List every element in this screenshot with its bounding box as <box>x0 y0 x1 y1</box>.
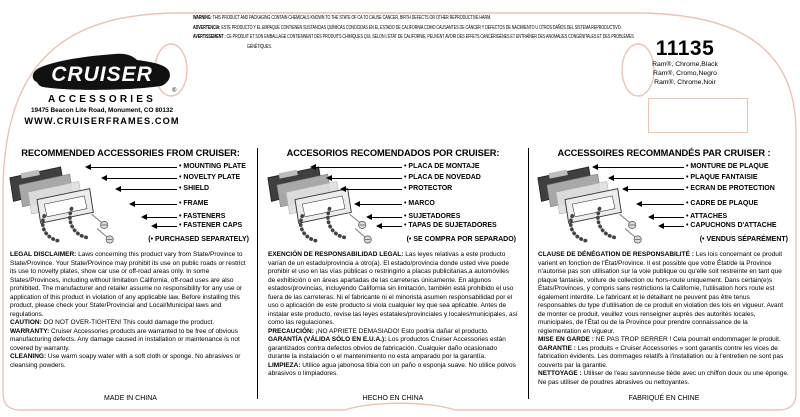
warning-text: THIS PRODUCT AND PACKAGING CONTAIN CHEMICALS KNOWN TO THE STATE OF CA TO CAUSE CANCER, BIRTH DEFECTS OR OTHER REPRODUCTIVE HARM. <box>212 15 492 21</box>
arrow-line <box>316 167 402 168</box>
legal-section <box>538 370 790 387</box>
legal-section <box>268 251 518 328</box>
purchased-note: (• SE COMPRA POR SEPARADO) <box>406 236 516 243</box>
arrow-line <box>614 178 684 179</box>
part-label: • PLACA DE MONTAJE <box>404 163 480 170</box>
product-variant: Ram®, Cromo,Negro <box>653 70 717 77</box>
legal-section-label: LIMPIEZA: <box>268 361 301 369</box>
legal-section-label: CAUTION: <box>10 319 42 326</box>
legal-section-text: Utilice agua jabonosa tibia con un paño o esponja suave. No utilice polvos abrasivos o limpiadores. <box>268 361 516 377</box>
part-label-row <box>151 222 251 230</box>
warning-label: AVERTISSEMENT : <box>193 34 226 40</box>
brand-subname: ACCESSORIES <box>48 94 156 105</box>
legal-section <box>268 362 518 379</box>
arrow-line <box>332 178 402 179</box>
part-label-row <box>310 163 518 171</box>
legal-section-text: Los productos Cruiser Accessories están garantizados contra defectos obvios de fabricación. Cualquier daño ocasionado durante la instalación o el mantenimiento no está amparado por la garantía. <box>268 336 506 360</box>
column-header: RECOMMENDED ACCESSORIES FROM CRUISER: <box>21 148 240 158</box>
part-label-row <box>366 213 518 221</box>
legal-section-label: LEGAL DISCLAIMER: <box>10 251 77 258</box>
brand-name: CRUISER <box>51 63 153 86</box>
made-in: FABRIQUÉ EN CHINE <box>628 395 700 402</box>
legal-section-text: DO NOT OVER-TIGHTEN! This could damage the product. <box>41 319 215 326</box>
legal-section-label: CLEANING: <box>10 353 47 360</box>
arrow-line <box>107 178 177 179</box>
barcode-placeholder-box <box>648 98 748 133</box>
column-english <box>8 148 253 410</box>
part-label: • CADRE DE PLAQUE <box>686 200 759 207</box>
part-label-row <box>636 200 790 208</box>
made-in: MADE IN CHINA <box>104 395 157 402</box>
arrow-line <box>382 226 402 227</box>
warning-block <box>193 14 639 52</box>
part-label: • MOUNTING PLATE <box>179 163 246 170</box>
part-label: • FASTENER CAPS <box>179 222 243 229</box>
product-variant: Ram®, Chrome,Black <box>652 61 718 68</box>
legal-section-text: Utiliser de l'eau savonneuse tiède avec un chiffon doux ou une éponge. Ne pas utiliser de poudres abrasives ou nettoyantes. <box>538 370 789 386</box>
arrow-line <box>147 217 177 218</box>
legal-section-text: Las leyes relativas a este producto varían de un estado/provincia a otro(a). El estado/provincia donde usted vive puede prohibir el uso en las vías públicas o restringirlo a placas publicitarias,a automóviles de exhibición o en áreas apartadas de las carreteras únicamente. En algunos estados/provincias, incluyendo California sin limitación, también está prohibido el uso fuera de las carreteras. Ni el fabricante ni el minorista asumen responsabilidad por el uso o aplicación de este producto si viola cualquier ley que sea aplicable. Antes de instalar este producto, revise las leyes estatales/provinciales y locales/municipales, así como las regulaciones. <box>268 251 518 326</box>
part-label-row <box>326 174 518 182</box>
column-french <box>536 148 792 410</box>
part-label-row <box>622 185 790 193</box>
part-label: • PLAQUE FANTAISIE <box>686 174 758 181</box>
legal-section-label: GARANTÍA (VÁLIDA SÓLO EN E.U.A.): <box>268 336 387 343</box>
legal-section-text: Use warm soapy water with a soft cloth or sponge. No abrasives or cleansing powders. <box>10 353 241 369</box>
column-divider <box>528 148 529 399</box>
part-label: • CAPUCHONS D'ATTACHE <box>686 222 777 229</box>
purchased-note: (• PURCHASED SEPARATELY) <box>148 236 249 243</box>
column-header: ACCESORIOS RECOMENDADOS POR CRUISER: <box>286 148 500 158</box>
legal-section <box>10 328 251 354</box>
part-label: • MONTURE DE PLAQUE <box>686 163 769 170</box>
arrow-line <box>654 217 684 218</box>
part-label-row <box>354 200 518 208</box>
warning-text: ESTE PRODUCTO Y EL EMPAQUE CONTIENEN SUSTANCIAS QUÍMICAS CONOCIDAS EN EL ESTADO DE CALIFORNIA COMO CAUSANTES DE CÁNCER Y DEFECTOS DE NACIMIENTO U OTROS DAÑOS DEL SISTEMA REPRODUCTIVO. <box>221 24 622 31</box>
arrow-line <box>157 226 177 227</box>
legal-section-text: Laws concerning this product vary from State/Province to State/Province. Your State/Province may prohibit its use on public roads or restrict its use to novelty plates, show car use or off-road areas only. In some States/Provinces, including without limitation California, off-road uses are also prohibited. The manufacturer and retailer assume no responsibility for any use or application of this product in violation of any applicable law. Before installing this product, please check your State/Provincial and Local/Municipal laws and regulations. <box>10 251 246 318</box>
registered-mark: ® <box>172 88 177 94</box>
arrow-line <box>135 204 177 205</box>
arrow-line <box>372 217 402 218</box>
part-label-row <box>592 163 790 171</box>
legal-section-text: Les produits « Cruiser Accessories » sont garantis contre les vices de fabrication évidents. Les dommages relatifs à l'installation ou à l'entretien ne sont pas couverts par la garantie. <box>538 344 784 369</box>
arrow-line <box>360 204 402 205</box>
part-label-row <box>376 222 518 230</box>
product-block <box>628 38 742 87</box>
legal-section-text: NE PAS TROP SERRER ! Cela pourrait endommager le produit. <box>593 336 781 343</box>
brand-logo <box>20 50 184 126</box>
legal-section <box>268 336 518 362</box>
warning-line-es <box>193 24 639 34</box>
part-label: • FASTENERS <box>179 213 226 220</box>
legal-section-label: PRECAUCIÓN: <box>268 327 314 335</box>
part-label-row <box>101 174 251 182</box>
made-in: HECHO EN CHINA <box>362 395 424 402</box>
arrow-line <box>628 189 684 190</box>
legal-section-text: ¡NO APRIETE DEMASIADO! Esto podría dañar el producto. <box>313 327 489 335</box>
column-spanish <box>266 148 520 410</box>
product-variant: Ram®, Chrome,Noir <box>654 79 716 86</box>
part-label: • ATTACHES <box>686 213 728 220</box>
part-label: • MARCO <box>404 200 435 207</box>
part-label: • FRAME <box>179 200 209 207</box>
legal-section <box>10 319 251 328</box>
warning-line-en <box>193 14 639 24</box>
legal-section <box>538 345 790 371</box>
warning-line-fr <box>193 33 639 52</box>
part-label: • NOVELTY PLATE <box>179 174 241 181</box>
legal-section <box>10 353 251 370</box>
legal-section <box>268 328 518 337</box>
brand-address: 19475 Beacon Lite Road, Monument, CO 80132 <box>30 107 174 114</box>
warning-text: CE PRODUIT ET SON EMBALLAGE CONTIENNENT DES PRODUITS CHIMIQUES QUI, SELON L'ÉTAT DE CALIFORNIE, PEUVENT AVOIR DES EFFETS CANCÉRIGÈNES ET ENTRAÎNER DES ANOMALIES CONGÉNITALES ET DES PROBLÈMES GÉNÉTIQUES. <box>226 34 634 50</box>
legal-section-label: MISE EN GARDE : <box>538 336 594 343</box>
part-label-row <box>648 213 790 221</box>
warning-label: ADVERTENCIA: <box>193 24 221 31</box>
part-label: • PLACA DE NOVEDAD <box>404 174 481 181</box>
part-label-row <box>115 185 251 193</box>
car-logo-icon <box>27 50 177 94</box>
product-number: 11135 <box>655 37 715 60</box>
legal-section-label: CLAUSE DE DÉNÉGATION DE RESPONSABILITÉ : <box>538 251 694 258</box>
part-label: • SHIELD <box>179 185 210 192</box>
part-label: • ÉCRAN DE PROTECTION <box>686 185 775 192</box>
arrow-line <box>121 189 177 190</box>
part-label: • TAPAS DE SUJETADORES <box>404 222 497 229</box>
part-label-row <box>608 174 790 182</box>
legal-section <box>10 251 251 319</box>
legal-section-text: Les lois concernant ce produit varient en fonction de l'État/Province. Il est possible que votre État/de la Province n'autorise pas son utilisation sur la voie publique ou qu'elle soit restreinte en tant que plaque fantaisie, voiture de collection ou hors-route uniquement. Dans certain(e)s États/Provinces, y compris sans restrictions la Californie, l'utilisation hors route est également interdite. Le fabricant et le détaillant ne peuvent pas être tenus responsables du type d'utilisation de ce produit en violation des lois en vigueur. Avant de monter ce produit, veuillez vous renseigner auprès des autorités locales, municipales, de l'État ou de la Province pour prendre connaissance de la réglementation en vigueur. <box>538 251 784 335</box>
part-label-row <box>85 163 251 171</box>
arrow-line <box>664 226 684 227</box>
purchased-note: (• VENDUS SÉPARÉMENT) <box>699 236 788 243</box>
part-label: • SUJETADORES <box>404 213 461 220</box>
arrow-line <box>598 167 684 168</box>
arrow-line <box>91 167 177 168</box>
brand-website: WWW.CRUISERFRAMES.COM <box>24 116 180 126</box>
part-label: • PROTECTOR <box>404 185 453 192</box>
legal-section-text: Cruiser Accessories products are warranted to be free of obvious manufacturing defects. Any damage caused in installation or maintenance is not covered by warranty. <box>10 327 240 352</box>
legal-section-label: NETTOYAGE : <box>538 370 582 377</box>
legal-section-label: GARANTIE : <box>538 344 576 352</box>
legal-section <box>538 336 790 345</box>
column-divider <box>257 148 258 399</box>
legal-text <box>538 251 790 387</box>
legal-section-label: EXENCIÓN DE RESPONSABILIDAD LEGAL: <box>268 251 404 258</box>
warning-label: WARNING: <box>193 15 212 21</box>
column-header: ACCESSOIRES RECOMMANDÉS PAR CRUISER : <box>557 148 771 158</box>
arrow-line <box>346 189 402 190</box>
legal-text <box>268 251 518 379</box>
legal-section <box>538 251 790 336</box>
arrow-line <box>642 204 684 205</box>
part-label-row <box>340 185 518 193</box>
part-label-row <box>658 222 790 230</box>
part-label-row <box>141 213 251 221</box>
legal-section-label: WARRANTY: <box>10 327 50 335</box>
legal-text <box>10 251 251 370</box>
part-label-row <box>129 200 251 208</box>
